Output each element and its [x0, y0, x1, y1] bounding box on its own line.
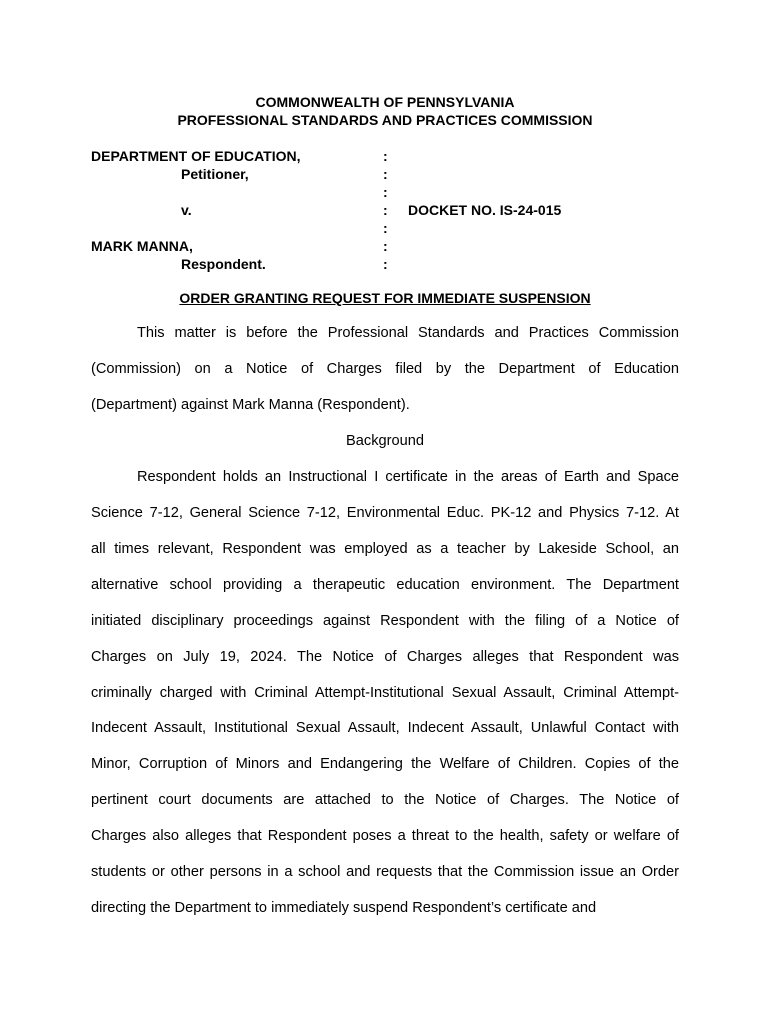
background-line: all times relevant, Respondent was employed as a teacher by Lakeside School, an [91, 541, 679, 557]
intro-line: (Department) against Mark Manna (Respondent). [91, 397, 410, 413]
background-line: Science 7-12, General Science 7-12, Environmental Educ. PK-12 and Physics 7-12. At [91, 505, 679, 521]
caption-colon: : [383, 184, 388, 200]
intro-line: This matter is before the Professional Standards and Practices Commission [137, 325, 679, 341]
background-line: criminally charged with Criminal Attempt-Institutional Sexual Assault, Criminal Attempt- [91, 685, 679, 701]
caption-colon: : [383, 166, 388, 182]
order-title: ORDER GRANTING REQUEST FOR IMMEDIATE SUSPENSION [179, 290, 591, 306]
background-line: Minor, Corruption of Minors and Endangering the Welfare of Children. Copies of the [91, 756, 679, 772]
respondent-role: Respondent. [181, 256, 266, 272]
caption-colon: : [383, 238, 388, 254]
respondent-name: MARK MANNA, [91, 238, 193, 254]
intro-line: (Commission) on a Notice of Charges filed by the Department of Education [91, 361, 679, 377]
caption-colon: : [383, 256, 388, 272]
petitioner-role: Petitioner, [181, 166, 249, 182]
commonwealth-heading: COMMONWEALTH OF PENNSYLVANIA [255, 94, 515, 110]
background-line: students or other persons in a school and requests that the Commission issue an Order [91, 864, 679, 880]
background-line: Respondent holds an Instructional I certificate in the areas of Earth and Space [137, 469, 679, 485]
background-line: directing the Department to immediately suspend Respondent’s certificate and [91, 900, 597, 916]
caption-colon: : [383, 148, 388, 164]
background-line: Charges on July 19, 2024. The Notice of Charges alleges that Respondent was [91, 649, 679, 665]
background-line: initiated disciplinary proceedings against Respondent with the filing of a Notice of [91, 613, 679, 629]
caption-colon: : [383, 202, 388, 218]
versus: v. [181, 202, 192, 218]
petitioner-name: DEPARTMENT OF EDUCATION, [91, 148, 301, 164]
background-line: Charges also alleges that Respondent poses a threat to the health, safety or welfare of [91, 828, 679, 844]
background-line: alternative school providing a therapeutic education environment. The Department [91, 577, 679, 593]
background-line: Indecent Assault, Institutional Sexual Assault, Indecent Assault, Unlawful Contact with [91, 720, 679, 736]
background-line: pertinent court documents are attached to the Notice of Charges. The Notice of [91, 792, 679, 808]
background-heading: Background [346, 433, 424, 449]
caption-colon: : [383, 220, 388, 236]
docket-number: DOCKET NO. IS-24-015 [408, 202, 562, 218]
commission-heading: PROFESSIONAL STANDARDS AND PRACTICES COMMISSION [177, 112, 593, 128]
